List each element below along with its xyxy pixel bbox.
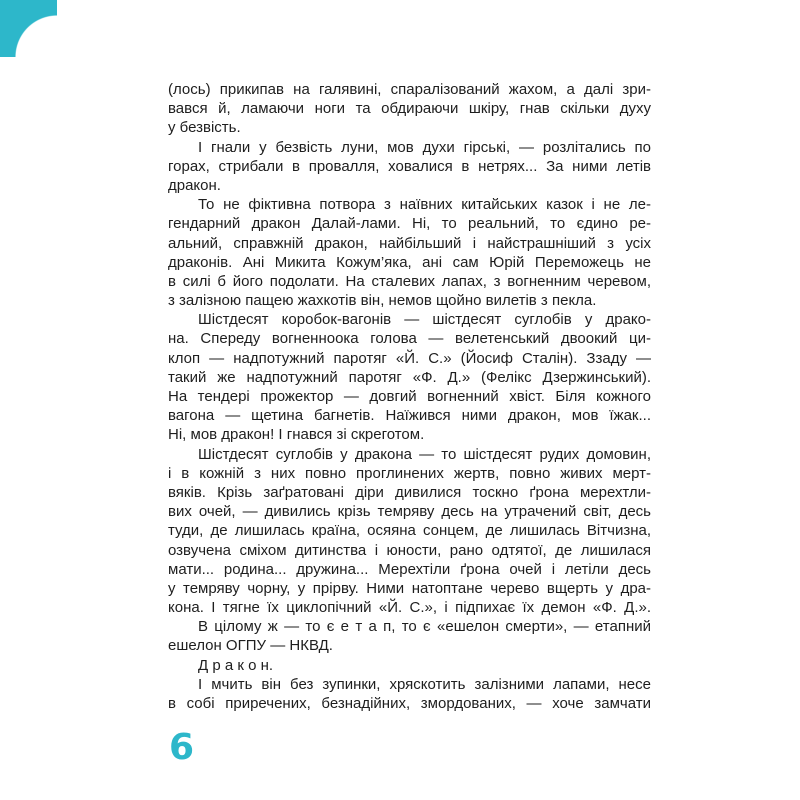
- text-line: вався й, ламаючи ноги та обдираючи шкіру, гнав скільки духу: [168, 100, 651, 118]
- text-line: дракон.: [168, 176, 221, 194]
- text-line: мати... родина... дружина... Мерехтіли ґрона очей і летіли десь: [168, 560, 651, 578]
- corner-frame-decoration: [0, 0, 57, 57]
- text-line: Ні, мов дракон! І гнався зі скреготом.: [168, 426, 425, 444]
- text-line: (лось) прикипав на галявині, спаралізований жахом, а далі зри-: [168, 81, 651, 98]
- text-line: озвучена сміхом дитинства і юности, рано одтятої, де лишилася: [168, 541, 651, 559]
- text-line: у темряву чорну, у прірву. Ними натоптане черево вщерть у дра-: [168, 579, 651, 597]
- text-line: з залізною пащею жахкотів він, немов щойно вилетів з пекла.: [168, 292, 597, 310]
- text-line: на. Спереду вогненноока голова — велетенський двоокий ци-: [168, 330, 651, 348]
- text-line: То не фіктивна потвора з наївних китайських казок і не ле-: [198, 196, 651, 214]
- text-line: і в кожній з них повно проглинених жертв, повно живих мерт-: [168, 464, 651, 482]
- text-line: вагона — щетина багнетів. Наїжився ними дракон, мов їжак...: [168, 407, 651, 425]
- text-line: в силі б його подолати. На сталевих лапах, з вогненним черевом,: [168, 272, 651, 290]
- body-text: [168, 80, 651, 713]
- text-line: На тендері прожектор — довгий вогненний хвіст. Біля кожного: [168, 388, 651, 405]
- text-line: драконів. Ані Микита Кожум’яка, ані сам Юрій Переможець не: [168, 253, 651, 271]
- text-line: кона. І тягне їх циклопічний «Й. С.», і підпихає їх демон «Ф. Д.».: [168, 599, 651, 617]
- text-line: горах, стрибали в провалля, ховалися в нетрях... За ними летів: [168, 157, 651, 175]
- text-line: такий же надпотужний паротяг «Ф. Д.» (Фелікс Дзержинський).: [168, 368, 651, 386]
- text-line: в собі приречених, безнадійних, змордованих, — хоче замчати: [168, 695, 651, 712]
- text-line: альний, справжній дракон, найбільший і найстрашніший з усіх: [168, 234, 651, 252]
- text-line: Д р а к о н.: [198, 656, 274, 674]
- text-line: Шістдесят коробок-вагонів — шістдесят суглобів у драко-: [198, 311, 651, 329]
- text-line: гендарний дракон Далай-лами. Ні, то реальний, то єдино ре-: [168, 215, 651, 233]
- text-line: туди, де лишилась країна, осяяна сонцем, де лишилась Вітчизна,: [168, 522, 651, 540]
- text-line: вяків. Крізь заґратовані діри дивилися тоскно ґрона мерехтли-: [168, 483, 651, 501]
- text-line: В цілому ж — то є е т а п, то є «ешелон смерти», — етапний: [198, 618, 651, 636]
- text-line: І гнали у безвість луни, мов духи гірські, — розлітались по: [198, 138, 651, 156]
- text-line: клоп — надпотужний паротяг «Й. С.» (Йосиф Сталін). Ззаду —: [168, 349, 651, 367]
- text-line: І мчить він без зупинки, хряскотить залізними лапами, несе: [198, 675, 651, 693]
- page-number: 6: [169, 727, 195, 768]
- text-line: у безвість.: [168, 119, 241, 137]
- text-line: ешелон ОГПУ — НКВД.: [168, 637, 333, 655]
- text-line: Шістдесят суглобів у дракона — то шістдесят рудих домовин,: [198, 445, 651, 463]
- text-line: вих очей, — дивились крізь темряву десь на утрачений світ, десь: [168, 503, 651, 521]
